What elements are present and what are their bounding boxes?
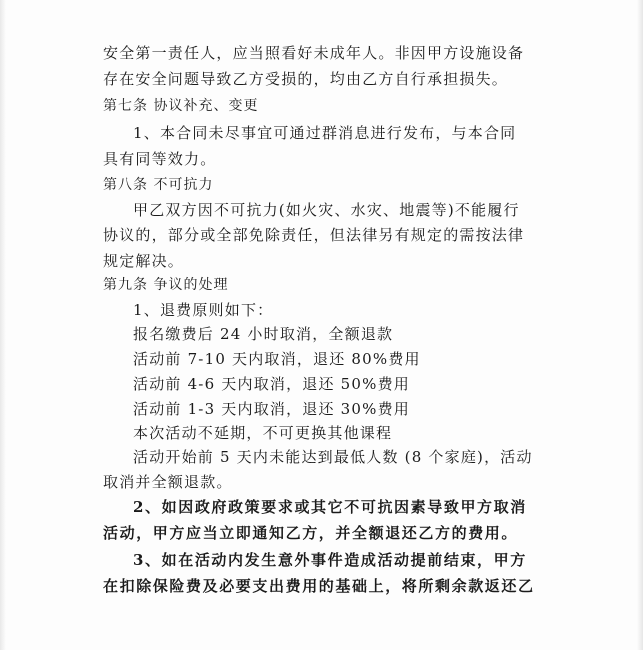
body-line: 存在安全问题导致乙方受损的，均由乙方自行承担损失。 [103,70,509,88]
body-line: 1、退费原则如下： [133,301,274,319]
body-line-bold: 2、如因政府政策要求或其它不可抗因素导致甲方取消 [133,498,527,516]
body-line: 协议的，部分或全部免除责任，但法律另有规定的需按法律 [103,226,525,244]
refund-rule-line: 本次活动不延期，不可更换其他课程 [133,424,393,442]
article-7-heading: 第七条 协议补充、变更 [103,98,259,114]
refund-rule-line: 活动前 4-6 天内取消，退还 50%费用 [133,375,411,393]
scan-edge-right [637,0,643,650]
article-9-heading: 第九条 争议的处理 [103,277,229,293]
body-line: 取消并全额退款。 [103,473,233,491]
body-line: 具有同等效力。 [103,150,217,168]
refund-rule-line: 活动前 1-3 天内取消，退还 30%费用 [133,400,411,418]
scan-edge-left [0,0,6,650]
body-line: 1、本合同未尽事宜可通过群消息进行发布，与本合同 [133,124,517,142]
body-line-bold: 活动，甲方应当立即通知乙方，并全额退还乙方的费用。 [103,524,519,542]
body-line-bold: 3、如在活动内发生意外事件造成活动提前结束，甲方 [133,551,527,569]
body-line: 甲乙双方因不可抗力(如火灾、水灾、地震等)不能履行 [133,201,520,219]
refund-rule-line: 活动前 7-10 天内取消，退还 80%费用 [133,350,421,368]
body-line-bold: 在扣除保险费及必要支出费用的基础上，将所剩余款返还乙 [103,577,535,595]
body-line: 活动开始前 5 天内未能达到最低人数 (8 个家庭)，活动 [133,448,533,466]
article-8-heading: 第八条 不可抗力 [103,177,214,193]
body-line: 安全第一责任人，应当照看好未成年人。非因甲方设施设备 [103,44,525,62]
refund-rule-line: 报名缴费后 24 小时取消，全额退款 [133,325,394,343]
body-line: 规定解决。 [103,252,185,270]
